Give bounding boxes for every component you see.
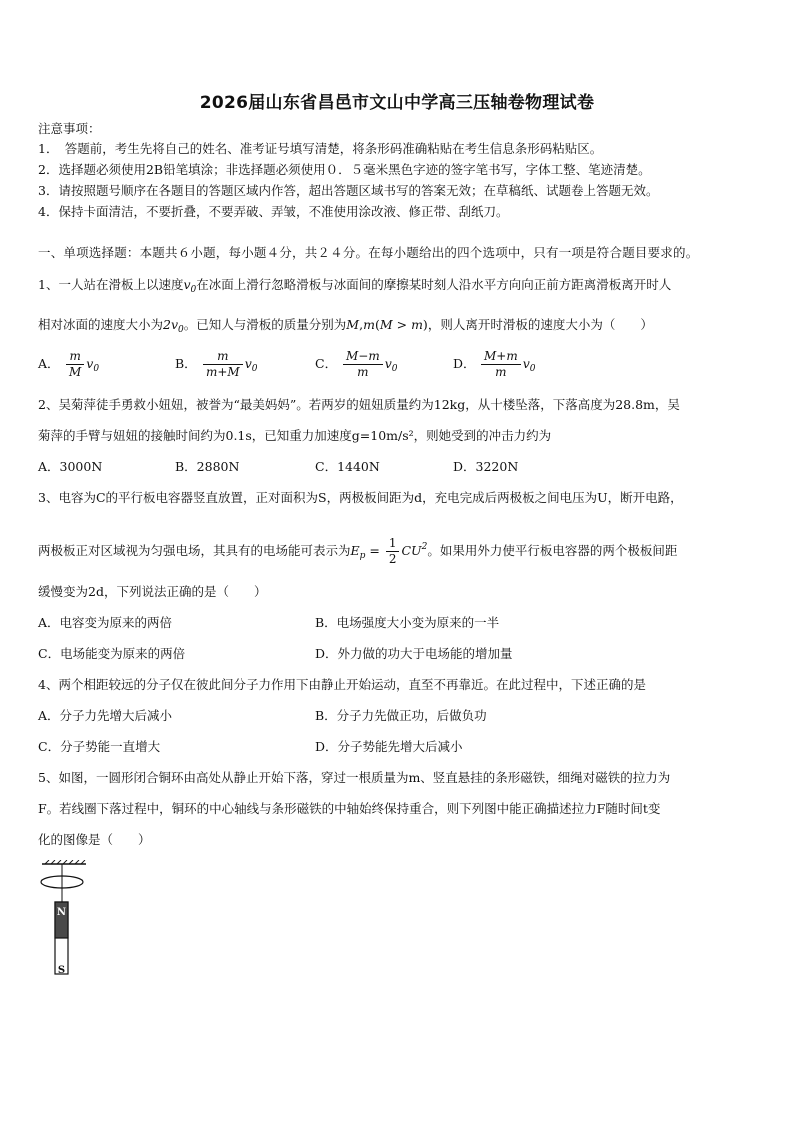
v0-symbol: $v_0$ [183,277,197,295]
q3-text-a: 两极板正对区域视为匀强电场，其具有的电场能可表示为 [38,543,351,558]
q1-text-a: 1、一人站在滑板上以速度 [38,277,184,292]
q4-option-b[interactable]: B．分子力先做正功，后做负功 [315,708,487,723]
notice-item-3: 3．请按照题号顺序在各题目的答题区域内作答，超出答题区域书写的答案无效；在草稿纸、试题卷上答题无效。 [38,183,659,198]
notice-item-4: 4．保持卡面清洁，不要折叠，不要弄破、弄皱，不准使用涂改液、修正带、刮纸刀。 [38,204,509,219]
notice-item-2: 2．选择题必须使用2B铅笔填涂；非选择题必须使用０．５毫米黑色字迹的签字笔书写，字体工整、笔迹清楚。 [38,162,651,177]
q3-line-3: 缓慢变为2d，下列说法正确的是（ ） [38,584,267,599]
energy-formula: $E_p$ = [350,543,384,561]
q4-option-c[interactable]: C．分子势能一直增大 [38,739,161,754]
q5-line-1: 5、如图，一圆形闭合铜环由高处从静止开始下落，穿过一根质量为m、竖直悬挂的条形磁铁，细绳对磁铁的拉力为 [38,770,671,785]
q1-option-b[interactable]: B． $\frac{m}{m+M}$ $v_0$ [175,349,258,379]
q3-option-a[interactable]: A．电容变为原来的两倍 [38,615,173,630]
q1-text-d: 。已知人与滑板的质量分别为 [183,317,347,332]
q1-text-e: ，则人离开时滑板的速度大小为（ ） [427,317,653,332]
q2-option-d[interactable]: D．3220N [453,459,519,474]
q3-option-c[interactable]: C．电场能变为原来的两倍 [38,646,186,661]
notice-heading: 注意事项： [38,121,101,136]
q2-option-c[interactable]: C．1440N [315,459,380,474]
q5-line-2: F。若线圈下落过程中，铜环的中心轴线与条形磁铁的中轴始终保持重合，则下列图中能正确描述拉力F随时间t变 [38,801,661,816]
q4-line-1: 4、两个相距较远的分子仅在彼此间分子力作用下由静止开始运动，直至不再靠近。在此过程中，下述正确的是 [38,677,646,692]
option-label: C． [315,356,338,371]
q2-line-2: 菊萍的手臂与妞妞的接触时间约为0.1s，已知重力加速度g=10m/s²，则她受到的冲击力约为 [38,428,552,443]
q2-option-a[interactable]: A．3000N [38,459,103,474]
q1-line-1 [38,277,671,298]
option-label: A． [38,356,60,371]
q1-line-2: 相对冰面的速度大小为$2v_0$。已知人与滑板的质量分别为M,m(M > m)，则人离开时滑板的速度大小为（ ） [38,317,653,335]
section-heading: 一、单项选择题：本题共６小题，每小题４分，共２４分。在每小题给出的四个选项中，只有一项是符合题目要求的。 [38,245,699,260]
q3-option-b[interactable]: B．电场强度大小变为原来的一半 [315,615,500,630]
mass-symbols: M [346,317,360,332]
q2-line-1: 2、吴菊萍徒手勇救小妞妞，被誉为“最美妈妈”。若两岁的妞妞质量约为12kg，从十楼坠落，下落高度为28.8m，吴 [38,397,680,412]
q3-line-1: 3、电容为C的平行板电容器竖直放置，正对面积为S，两极板间距为d，充电完成后两极板之间电压为U，断开电路， [38,490,683,505]
notice-item-1: 1． 答题前，考生先将自己的姓名、准考证号填写清楚，将条形码准确粘贴在考生信息条形码粘贴区。 [38,141,603,156]
q2-option-b[interactable]: B．2880N [175,459,240,474]
two-v0-symbol: $2v_0$ [163,317,184,335]
q5-line-3: 化的图像是（ ） [38,832,151,847]
option-label: D． [453,356,476,371]
q1-option-c[interactable]: C． $\frac{M-m}{m}$ $v_0$ [315,349,398,379]
q3-text-b: 。如果用外力使平行板电容器的两个极板间距 [427,543,678,558]
q1-option-d[interactable]: D． $\frac{M+m}{m}$ $v_0$ [453,349,536,379]
q4-option-a[interactable]: A．分子力先增大后减小 [38,708,173,723]
q1-text-c: 相对冰面的速度大小为 [38,317,164,332]
q1-text-b: 在冰面上滑行忽略滑板与冰面间的摩擦某时刻人沿水平方向向正前方距离滑板离开时人 [196,277,672,292]
magnet-s-label: S [57,965,66,976]
option-label: B． [175,356,197,371]
q4-option-d[interactable]: D．分子势能先增大后减小 [315,739,463,754]
ring-magnet-figure [36,860,96,980]
page-title: 2026届山东省昌邑市文山中学高三压轴卷物理试卷 [199,93,595,113]
magnet-n-label: N [56,907,67,918]
q3-line-2: 两极板正对区域视为匀强电场，其具有的电场能可表示为$E_p$ = $\frac{1}{2}$ $CU^2$。如果用外力使平行板电容器的两个极板间距 [38,536,678,566]
q1-option-a[interactable]: A． $\frac{m}{M}$ $v_0$ [38,349,100,379]
q3-option-d[interactable]: D．外力做的功大于电场能的增加量 [315,646,513,661]
